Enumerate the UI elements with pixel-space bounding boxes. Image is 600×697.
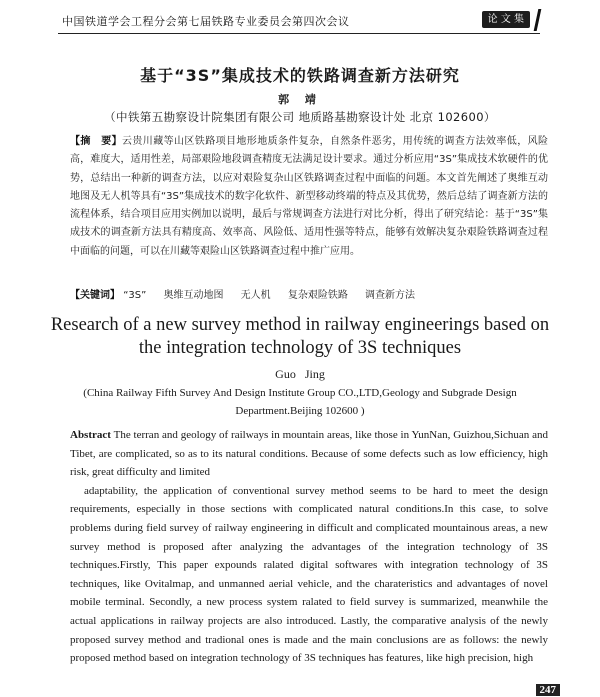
- page-number: 247: [536, 684, 561, 696]
- english-title-line-1: Research of a new survey method in railway engineerings based on: [50, 315, 550, 335]
- english-affiliation: (China Railway Fifth Survey And Design Institute Group CO.,LTD,Geology and Subgrade Design Department.Beijing 102600 ): [83, 387, 517, 417]
- chinese-title: 基于“3S”集成技术的铁路调查新方法研究: [140, 66, 460, 85]
- chinese-abstract: [70, 133, 548, 261]
- chinese-abstract-label: 【摘 要】: [70, 136, 122, 147]
- chinese-abstract-text: 云贵川藏等山区铁路项目地形地质条件复杂，自然条件恶劣，用传统的调查方法效率低，风险高，难度大，适用性差，局部艰险地段调查精度无法满足设计要求。通过分析应用“3S”集成技术软硬件的优势，总结出一种新的调查方法，以应对艰险复杂山区铁路调查过程中面临的问题。本文首先阐述了奥维互动地图及无人机等具有“3S”集成技术的数字化软件、新型移动终端的特点及其优势，然后总结了调查新方法的流程体系，结合项目应用实例加以说明，最后与常规调查方法进行对比分析，得出了研究结论：基于“3S”集成技术的调查新方法具有精度高、效率高、风险低、适用性强等特点，能够有效解决复杂艰险铁路调查过程中面临的问题，可以在川藏等艰险山区铁路调查过程中推广应用。: [70, 136, 548, 257]
- english-author: Guo Jing: [275, 367, 325, 381]
- chinese-author: 郭 靖: [278, 93, 322, 106]
- english-abstract-label: Abstract: [70, 429, 111, 441]
- keyword: 复杂艰险铁路: [287, 290, 348, 301]
- header-decoration: [534, 9, 542, 31]
- proceedings-badge: 论 文 集: [482, 11, 530, 28]
- chinese-keywords: [70, 287, 548, 305]
- english-abstract: [70, 426, 548, 668]
- keyword: 奥维互动地图: [163, 290, 224, 301]
- chinese-affiliation: （中铁第五勘察设计院集团有限公司 地质路基勘察设计处 北京 102600）: [104, 110, 496, 124]
- keyword: “3S”: [123, 290, 147, 301]
- running-title: 中国铁道学会工程分会第七届铁路专业委员会第四次会议: [62, 15, 350, 28]
- english-abstract-paragraph-1: [70, 426, 548, 482]
- keyword: 调查新方法: [365, 290, 416, 301]
- english-title-line-2: the integration technology of 3S techniques: [138, 338, 462, 358]
- english-abstract-p1-text: The terran and geology of railways in mountain areas, like those in YunNan, Guizhou,Sichuan and Tibet, are complicated, so as to its natural conditions. Because of some defects such as low efficiency, high risk, great difficulty and limited: [70, 429, 548, 479]
- keyword: 无人机: [240, 290, 271, 301]
- running-header: [58, 9, 540, 34]
- english-abstract-paragraph-2: adaptability, the application of conventional survey method seems to be hard to meet the design requirements, especially in those sections with complicated natural conditions.In this case, to solve problems during field survey of railway engineering in difficult and complicated mountainous areas, a new survey method is proposed after analyzing the advantages of the integration technology of 3S techniques.Firstly, This paper expounds ralated digital softwares with integration technology of 3S techniques, like Ovitalmap, and unmanned aerial vehicle, and the charateristics and advantages of novel mobile terminal. Secondly, a new process system ralated to field survey is summarized, meanwhile the actual applications in railway projects are also introduced. Lastly, the comparative analysis of the newly proposed survey method and tradional ones is made and the main conclusions are as follows: the newly proposed method based on integration technology of 3S techniques has features, like high precision, high: [70, 484, 548, 665]
- chinese-keywords-label: 【关键词】: [70, 290, 120, 301]
